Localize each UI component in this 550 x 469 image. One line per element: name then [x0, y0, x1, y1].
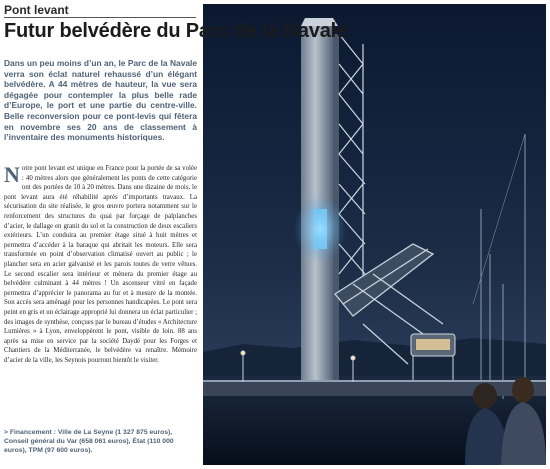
article-headline: Futur belvédère du Parc de la Navale [4, 20, 347, 42]
bridge-night-rendering [203, 4, 546, 465]
drop-cap: N [4, 162, 20, 187]
article-body-text: otre pont levant est unique en France pour la portée de sa volée : 40 mètres alors que généralement les ponts de cette catégorie ont des portées de 10 à 20 mètres. Dans une dizaine de mois, le pont levant aura été réhabilité après d’importants travaux. La sécurisation du site réalisée, le gros œuvre portera notamment sur le renforcement des structures du quai par forçage de palplanches d’acier, le dallage en granit du sol et la construction de deux escaliers extérieurs. L’un conduira au premier étage situé à huit mètres et permettra d’accéder à la baraque qui abritait les moteurs. Elle sera transformée en point d’observation climatisé ouvert au public ; le plancher sera en acier galvanisé et les parois toutes de verre vêtues. Le second escalier sera intérieur et mènera du premier étage au belvédère culminant à 44 mètres ! Un ascenseur vitré en façade permettra d’apprécier le panorama au fur et à mesure de la montée. Son accès sera aménagé pour les personnes handicapées. Le pont sera peint en gris et un éclairage approprié lui donnera un éclat particulier ; des images de synthèse, conçues par le bureau d’études « Architecture Lumières » à Lyon, enveloppèrent le pont, visible de loin. 88 ans après sa mise en service par la société Daydé pour les Forges et Chantiers de la Méditerranée, le belvédère va renaître. Mémoire d’acier de la ville, les Seynois pourront bientôt le visiter. [4, 165, 197, 364]
section-kicker: Pont levant [4, 3, 69, 17]
financing-note: > Financement : Ville de La Seyne (1 327 875 euros), Conseil général du Var (658 061 euros), État (110 000 euros), TPM (97 600 euros). [4, 429, 174, 454]
article-lead: Dans un peu moins d’un an, le Parc de la Navale verra son éclat naturel rehaussé d’un élégant belvédère. A 44 mètres de hauteur, la vue sera dégagée pour contempler la plus belle rade d’Europe, le port et une partie du centre-ville. Belle reconversion pour ce pont-levis qui fêtera en novembre ses 20 ans de classement à l’inventaire des monuments historiques. [4, 58, 197, 143]
article-body [4, 164, 197, 365]
kicker-divider [4, 17, 196, 18]
